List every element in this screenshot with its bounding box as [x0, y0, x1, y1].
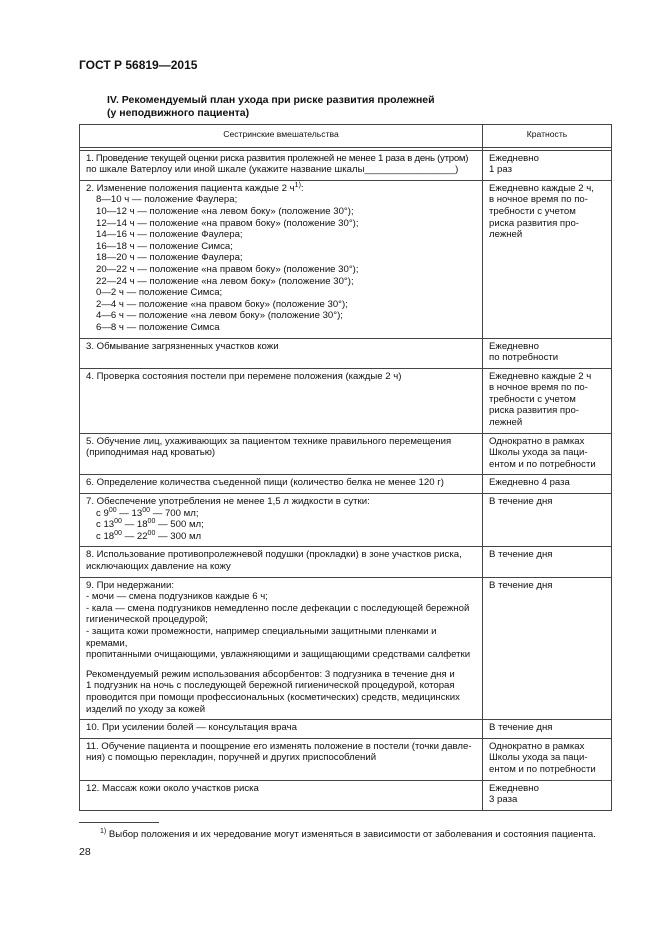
schedule-item: 0—2 ч — положение Симса;: [96, 287, 223, 299]
schedule-item: 6—8 ч — положение Симса: [96, 321, 220, 333]
section-title-line: IV. Рекомендуемый план ухода при риске развития пролежней: [107, 94, 435, 106]
schedule-item: 22—24 ч — положение «на левом боку» (положение 30°);: [96, 275, 354, 287]
table-row: [80, 577, 612, 720]
frequency-cell: Однократно в рамках Школы ухода за паци- ентом и по потребности: [483, 433, 612, 475]
frequency-cell: В течение дня: [483, 494, 612, 547]
schedule-item: 2—4 ч — положение «на правом боку» (положение 30°);: [96, 298, 348, 310]
frequency-cell: Ежедневно каждые 2 ч в ночное время по по- требности с учетом риска развития про- лежней: [483, 368, 612, 433]
footnote-mark: 1): [294, 181, 301, 189]
table-row: [80, 720, 612, 739]
intervention-cell: 11. Обучение пациента и поощрение его изменять положение в постели (точки давле- ния) с помощью перекладин, поручней и других приспособлений: [80, 738, 483, 780]
table-row: [80, 433, 612, 475]
water-schedule-item: с $13^{00}$ — $18^{00}$ — 500 мл;: [96, 518, 204, 531]
column-header-interventions: Сестринские вмешательства: [80, 125, 483, 148]
intervention-cell: 5. Обучение лиц, ухаживающих за пациентом технике правильного перемещения (приподнимая над кроватью): [80, 433, 483, 475]
frequency-cell: В течение дня: [483, 547, 612, 577]
table-row: [80, 180, 612, 338]
frequency-cell: Ежедневно 1 раз: [483, 150, 612, 180]
column-header-frequency: Кратность: [483, 125, 612, 148]
footnote-mark: 1): [100, 827, 107, 835]
table-row: [80, 780, 612, 810]
schedule-item: 20—22 ч — положение «на правом боку» (положение 30°);: [96, 263, 359, 275]
intervention-cell: 2. Изменение положения пациента каждые 2 $ч^{1)}$: 8—10 ч — положение Фаулера; 10—12 ч — положение «на левом боку» (положение 30°); 12—14 ч — положение «на правом боку» (положение 30°); 14—16 ч — положение Фаулера; 16—18 ч — положение Симса; 18—20 ч — положение Фаулера; 20—22 ч — положение «на правом боку» (положение 30°); 22—24 ч — положение «на левом боку» (положение 30°); 0—2 ч — положение Симса; 2—4 ч — положение «на правом боку» (положение 30°); 4—6 ч — положение «на левом боку» (положение 30°); 6—8 ч — положение Симса: [80, 180, 483, 338]
schedule-item: 10—12 ч — положение «на левом боку» (положение 30°);: [96, 205, 354, 217]
intervention-cell: 10. При усилении болей — консультация врача: [80, 720, 483, 739]
table-header-row: [80, 125, 612, 148]
table-row: [80, 150, 612, 180]
intervention-cell: 7. Обеспечение употребления не менее 1,5 л жидкости в сутки: с $9^{00}$ — $13^{00}$ — 700 мл; с $13^{00}$ — $18^{00}$ — 500 мл; с $18^{00}$ — $22^{00}$ — 300 мл: [80, 494, 483, 547]
table-row: [80, 738, 612, 780]
intervention-cell: 9. При недержании: - мочи — смена подгузников каждые 6 ч; - кала — смена подгузников немедленно после дефекации с последующей бережной гигиенической процедурой; - защита кожи промежности, например специальными защитными пленками и кремами, пропитанными очищающими, увлажняющими и защищающими средствами салфетки Рекомендуемый режим использования абсорбентов: 3 подгузника в течение дня и 1 подгузник на ночь с последующей бережной гигиенической процедурой, которая проводится при помощи профессиональных (косметических) средств, медицинских изделий по уходу за кожей: [80, 577, 483, 720]
frequency-cell: В течение дня: [483, 720, 612, 739]
schedule-item: 12—14 ч — положение «на правом боку» (положение 30°);: [96, 217, 359, 229]
frequency-cell: Ежедневно 3 раза: [483, 780, 612, 810]
document-header: ГОСТ Р 56819—2015: [79, 58, 198, 72]
section-title-line: (у неподвижного пациента): [107, 107, 250, 119]
intervention-cell: 8. Использование противопролежневой подушки (прокладки) в зоне участков риска, исключающих давление на кожу: [80, 547, 483, 577]
schedule-item: 8—10 ч — положение Фаулера;: [96, 194, 238, 206]
intervention-cell: 1. Проведение текущей оценки риска развития пролежней не менее 1 раза в день (утром) по шкале Ватерлоу или иной шкале (укажите название шкалы_________________): [80, 150, 483, 180]
table-row: [80, 494, 612, 547]
intervention-cell: 6. Определение количества съеденной пищи (количество белка не менее 120 г): [80, 475, 483, 494]
footnote-text: Выбор положения и их чередование могут изменяться в зависимости от заболевания и состояния пациента.: [108, 829, 596, 840]
care-plan-table: [79, 124, 612, 811]
frequency-cell: В течение дня: [483, 577, 612, 720]
schedule-item: 18—20 ч — положение Фаулера;: [96, 252, 243, 264]
frequency-cell: Ежедневно по потребности: [483, 338, 612, 368]
frequency-cell: Однократно в рамках Школы ухода за паци- ентом и по потребности: [483, 738, 612, 780]
water-schedule-item: с $9^{00}$ — $13^{00}$ — 700 мл;: [96, 506, 199, 519]
footnote: [100, 829, 596, 840]
water-schedule-item: с $18^{00}$ — $22^{00}$ — 300 мл: [96, 529, 202, 542]
table-row: [80, 547, 612, 577]
table-row: [80, 368, 612, 433]
schedule-item: 4—6 ч — положение «на левом боку» (положение 30°);: [96, 310, 343, 322]
schedule-item: 14—16 ч — положение Фаулера;: [96, 229, 243, 241]
schedule-item: 16—18 ч — положение Симса;: [96, 240, 233, 252]
intervention-cell: 12. Массаж кожи около участков риска: [80, 780, 483, 810]
section-title: [107, 94, 435, 120]
intervention-cell: 4. Проверка состояния постели при перемене положения (каждые 2 ч): [80, 368, 483, 433]
table-row: [80, 338, 612, 368]
intervention-cell: 3. Обмывание загрязненных участков кожи: [80, 338, 483, 368]
frequency-cell: Ежедневно 4 раза: [483, 475, 612, 494]
table-row: [80, 475, 612, 494]
footnote-divider: [79, 822, 159, 823]
frequency-cell: Ежедневно каждые 2 ч, в ночное время по по- требности с учетом риска развития про- лежней: [483, 180, 612, 338]
page-number: 28: [79, 846, 91, 858]
